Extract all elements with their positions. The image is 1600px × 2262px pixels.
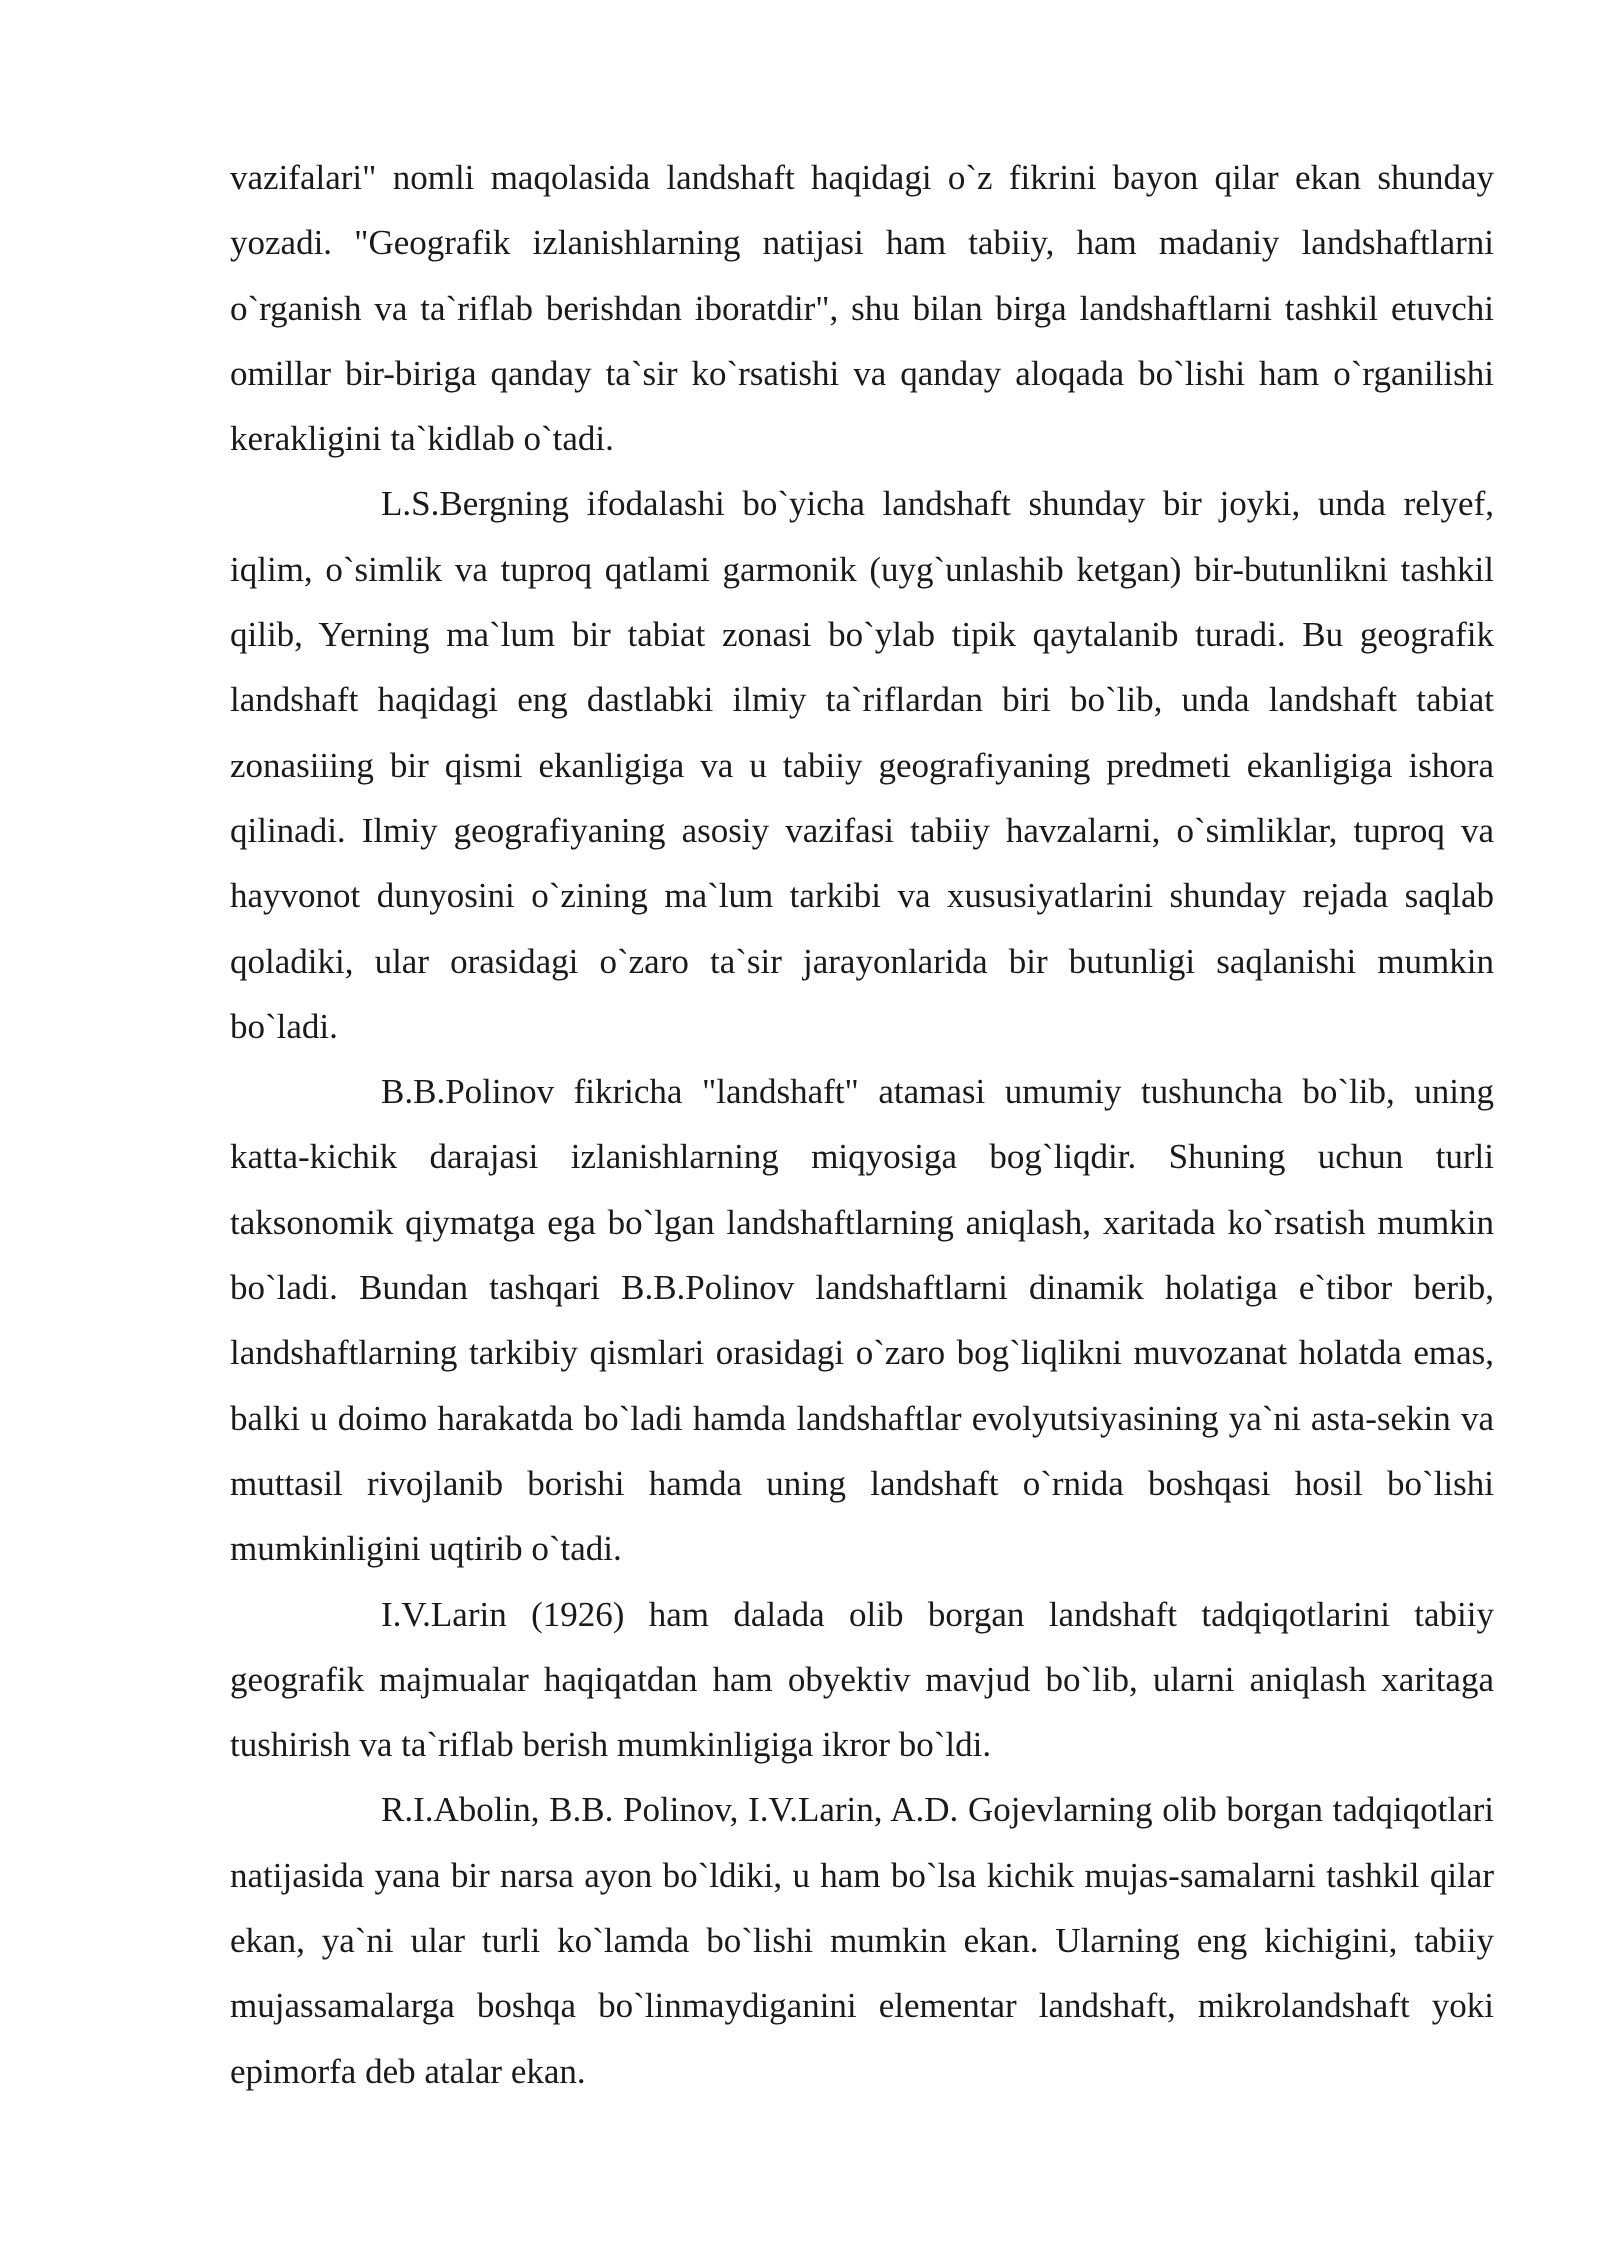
document-page <box>230 145 1494 2104</box>
paragraph-1: vazifalari" nomli maqolasida landshaft haqidagi o`z fikrini bayon qilar ekan shunday yozadi. "Geografik izlanishlarning natijasi ham tabiiy, ham madaniy landshaftlarni o`rganish va ta`riflab berishdan iboratdir", shu bilan birga landshaftlarni tashkil etuvchi omillar bir-biriga qanday ta`sir ko`rsatishi va qanday aloqada bo`lishi ham o`rganilishi kerakligini ta`kidlab o`tadi. <box>230 158 1494 459</box>
paragraph-2: L.S.Bergning ifodalashi bo`yicha landshaft shunday bir joyki, unda relyef, iqlim, o`simlik va tuproq qatlami garmonik (uyg`unlashib ketgan) bir-butunlikni tashkil qilib, Yerning ma`lum bir tabiat zonasi bo`ylab tipik qaytalanib turadi. Bu geografik landshaft haqidagi eng dastlabki ilmiy ta`riflardan biri bo`lib, unda landshaft tabiat zonasiiing bir qismi ekanligiga va u tabiiy geografiyaning predmeti ekanligiga ishora qilinadi. Ilmiy geografiyaning asosiy vazifasi tabiiy havzalarni, o`simliklar, tuproq va hayvonot dunyosini o`zining ma`lum tarkibi va xususiyatlarini shunday rejada saqlab qoladiki, ular orasidagi o`zaro ta`sir jarayonlarida bir butunligi saqlanishi mumkin bo`ladi. <box>230 484 1494 1046</box>
paragraph-4: I.V.Larin (1926) ham dalada olib borgan landshaft tadqiqotlarini tabiiy geografik majmualar haqiqatdan ham obyektiv mavjud bo`lib, ularni aniqlash xaritaga tushirish va ta`riflab berish mumkinligiga ikror bo`ldi. <box>230 1594 1494 1765</box>
paragraph-3: B.B.Polinov fikricha "landshaft" atamasi umumiy tushuncha bo`lib, uning katta-kichik darajasi izlanishlarning miqyosiga bog`liqdir. Shuning uchun turli taksonomik qiymatga ega bo`lgan landshaftlarning aniqlash, xaritada ko`rsatish mumkin bo`ladi. Bundan tashqari B.B.Polinov landshaftlarni dinamik holatiga e`tibor berib, landshaftlarning tarkibiy qismlari orasidagi o`zaro bog`liqlikni muvozanat holatda emas, balki u doimo harakatda bo`ladi hamda landshaftlar evolyutsiyasining ya`ni asta-sekin va muttasil rivojlanib borishi hamda uning landshaft o`rnida boshqasi hosil bo`lishi mumkinligini uqtirib o`tadi. <box>230 1072 1494 1569</box>
paragraph-5: R.I.Abolin, B.B. Polinov, I.V.Larin, A.D. Gojevlarning olib borgan tadqiqotlari natijasida yana bir narsa ayon bo`ldiki, u ham bo`lsa kichik mujas-samalarni tashkil qilar ekan, ya`ni ular turli ko`lamda bo`lishi mumkin ekan. Ularning eng kichigini, tabiiy mujassamalarga boshqa bo`linmaydiganini elementar landshaft, mikrolandshaft yoki epimorfa deb atalar ekan. <box>230 1790 1494 2091</box>
